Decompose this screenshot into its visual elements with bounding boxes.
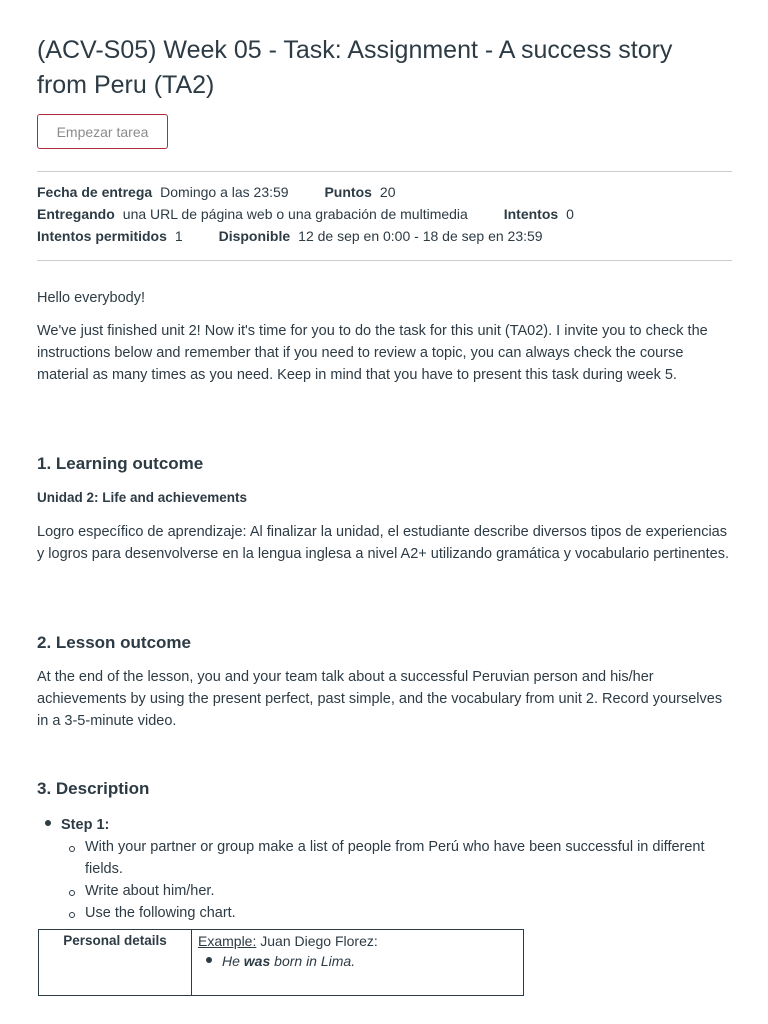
section-heading-lesson-outcome: 2. Lesson outcome (37, 633, 191, 652)
submitting-value: una URL de página web o una grabación de multimedia (122, 206, 468, 222)
divider (37, 260, 732, 261)
points-label: Puntos (324, 184, 372, 200)
bullet-disc-icon (45, 820, 51, 826)
attempts-label: Intentos (503, 206, 559, 222)
example-bullet-verb: was (243, 953, 271, 969)
intro-paragraph: We've just finished unit 2! Now it's time for you to do the task for this unit (TA02). I invite you to check the instructions below and remember that if you need to review a topic, you can always check the course material as many times as you need. Keep in mind that you have to present this task during week 5. (37, 323, 708, 383)
attempts-value: 0 (566, 206, 574, 222)
step-item-text: Use the following chart. (85, 905, 236, 921)
allowed-attempts-value: 1 (174, 228, 183, 244)
list-item (198, 953, 517, 969)
list-item (37, 902, 737, 924)
bullet-disc-icon (206, 957, 212, 963)
due-label: Fecha de entrega (37, 184, 153, 200)
greeting-text: Hello everybody! (37, 290, 145, 306)
list-item (37, 836, 737, 880)
example-bullet-pre: He (222, 953, 240, 969)
step-item-text: Write about him/her. (85, 883, 215, 899)
table-row (39, 930, 524, 996)
list-item (37, 814, 737, 836)
details-row-1 (37, 184, 396, 200)
divider (37, 171, 732, 172)
bullet-circle-icon (69, 846, 75, 852)
personal-details-table (38, 929, 524, 996)
page-title: (ACV-S05) Week 05 - Task: Assignment - A success story from Peru (TA2) (37, 36, 673, 99)
section-heading-learning-outcome: 1. Learning outcome (37, 454, 204, 473)
unit-subheading: Unidad 2: Life and achievements (37, 490, 248, 505)
bullet-circle-icon (69, 890, 75, 896)
details-row-2 (37, 206, 574, 222)
available-label: Disponible (218, 228, 291, 244)
description-list (37, 814, 737, 924)
table-row-label: Personal details (39, 930, 192, 996)
available-value: 12 de sep en 0:00 - 18 de sep en 23:59 (298, 228, 543, 244)
list-item (37, 880, 737, 902)
allowed-attempts-label: Intentos permitidos (37, 228, 167, 244)
learning-outcome-paragraph: Logro específico de aprendizaje: Al finalizar la unidad, el estudiante describe diversos tipos de experiencias y logros para desenvolverse en la lengua inglesa a nivel A2+ utilizando gramática y vocabulario pertinentes. (37, 524, 729, 562)
step-item-text: With your partner or group make a list of people from Perú who have been successful in different fields. (85, 839, 705, 877)
details-row-3 (37, 228, 543, 244)
example-bullet-post: born in Lima. (274, 953, 356, 969)
submitting-label: Entregando (37, 206, 115, 222)
example-label: Example: (198, 933, 257, 949)
example-name: Juan Diego Florez: (260, 933, 378, 949)
step-1-label: Step 1: (61, 817, 110, 833)
bullet-circle-icon (69, 912, 75, 918)
section-heading-description: 3. Description (37, 779, 150, 798)
table-cell (192, 930, 524, 996)
due-value: Domingo a las 23:59 (160, 184, 289, 200)
start-assignment-button[interactable]: Empezar tarea (37, 114, 168, 149)
lesson-outcome-paragraph: At the end of the lesson, you and your team talk about a successful Peruvian person and his/her achievements by using the present perfect, past simple, and the vocabulary from unit 2. Record yourselves in a 3-5-minute video. (37, 669, 723, 729)
points-value: 20 (379, 184, 396, 200)
